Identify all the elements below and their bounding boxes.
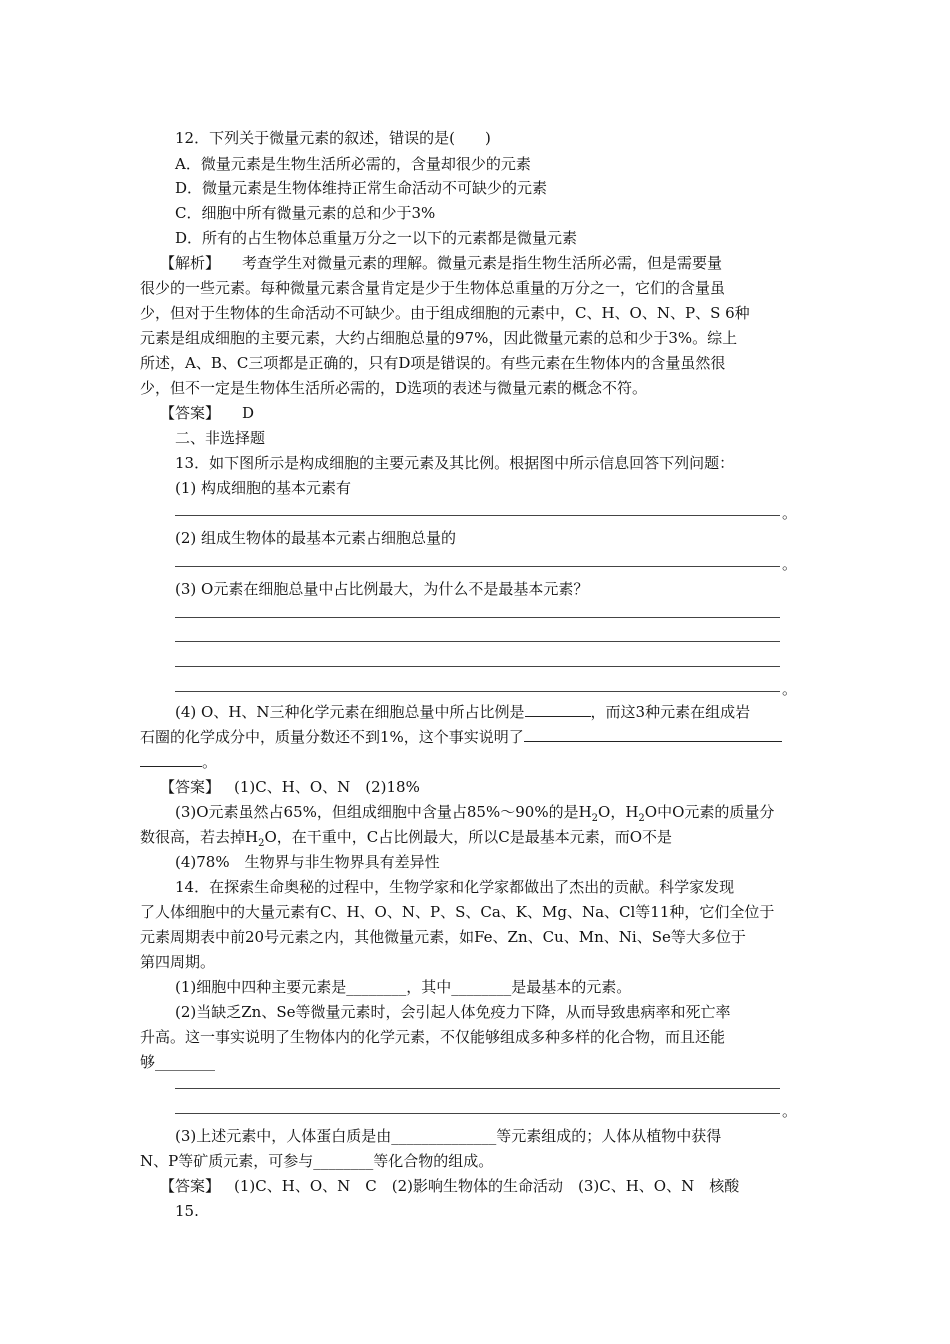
q12-option-d: D．所有的占生物体总重量万分之一以下的元素都是微量元素 (175, 229, 578, 247)
period: 。 (782, 555, 798, 573)
q12-analysis-line-2: 很少的一些元素。每种微量元素含量肯定是少于生物体总重量的万分之一，它们的含量虽 (140, 279, 726, 297)
q14-sub1: (1)细胞中四种主要元素是________，其中________是最基本的元素。 (175, 978, 632, 996)
q13-answer-3e: O，在干重中，C占比例最大，所以C是最基本元素，而O不是 (264, 828, 673, 846)
subscript: 2 (591, 813, 599, 824)
q12-answer (160, 403, 254, 423)
q12-stem: 12．下列关于微量元素的叙述，错误的是( ) (175, 129, 491, 147)
blank (524, 727, 782, 742)
answer-value: D (242, 404, 255, 422)
subscript: 2 (638, 813, 645, 824)
period: 。 (202, 753, 218, 771)
q14-answer (160, 1176, 739, 1196)
section-heading: 二、非选择题 (175, 429, 266, 447)
analysis-text: 考查学生对微量元素的理解。微量元素是指生物生活所必需，但是需要量 (242, 254, 723, 272)
answer-line (175, 617, 780, 618)
q14-sub2-line-3: 够________ (140, 1053, 216, 1071)
q12-option-a: A．微量元素是生物生活所必需的，含量却很少的元素 (175, 155, 531, 173)
q13-sub4-line-3 (140, 752, 217, 772)
q14-sub3-line-1: (3)上述元素中，人体蛋白质是由______________等元素组成的；人体从植物中获得 (175, 1127, 722, 1145)
q13-stem: 13．如下图所示是构成细胞的主要元素及其比例。根据图中所示信息回答下列问题： (175, 454, 735, 472)
q14-sub2-line-2: 升高。这一事实说明了生物体内的化学元素，不仅能够组成多种多样的化合物，而且还能 (140, 1028, 726, 1046)
q13-answer-line-4: (4)78% 生物界与非生物界具有差异性 (175, 853, 440, 871)
period: 。 (782, 1102, 798, 1120)
answer-tag: 【答案】 (160, 1177, 221, 1195)
q14-sub2-line-1: (2)当缺乏Zn、Se等微量元素时，会引起人体免疫力下降，从而导致患病率和死亡率 (175, 1003, 731, 1021)
answer-line (175, 691, 780, 692)
q14-stem-line-1: 14．在探索生命奥秘的过程中，生物学家和化学家都做出了杰出的贡献。科学家发现 (175, 878, 735, 896)
q13-answer-3d: 数很高，若去掉H (140, 828, 259, 846)
q12-analysis-line-1 (160, 253, 722, 273)
q12-option-c: C．细胞中所有微量元素的总和少于3% (175, 204, 436, 222)
q13-answer-line-1 (160, 777, 420, 797)
q13-sub3: (3) O元素在细胞总量中占比例最大，为什么不是最基本元素？ (175, 580, 589, 598)
q12-analysis-line-5: 所述，A、B、C三项都是正确的，只有D项是错误的。有些元素在生物体内的含量虽然很 (140, 354, 726, 372)
answer-line (175, 566, 780, 567)
period: 。 (782, 680, 798, 698)
q12-analysis-line-4: 元素是组成细胞的主要元素，大约占细胞总量的97%，因此微量元素的总和少于3%。综上 (140, 329, 738, 347)
q13-answer-3a: (3)O元素虽然占65%，但组成细胞中含量占85%～90%的是H (175, 803, 592, 821)
q13-answer-1: (1)C、H、O、N (2)18% (234, 778, 420, 796)
answer-tag: 【答案】 (160, 404, 221, 422)
answer-line (175, 515, 780, 516)
q14-sub3-line-2: N、P等矿质元素，可参与________等化合物的组成。 (140, 1152, 494, 1170)
q14-stem-line-4: 第四周期。 (140, 953, 216, 971)
answer-line (175, 641, 780, 642)
q14-answer-text: (1)C、H、O、N C (2)影响生物体的生命活动 (3)C、H、O、N 核酸 (234, 1177, 740, 1195)
q13-sub4-text-b: ，而这3种元素在组成岩 (590, 703, 751, 721)
q12-analysis-line-6: 少，但不一定是生物体生活所必需的，D选项的表述与微量元素的概念不符。 (140, 379, 648, 397)
q14-stem-line-3: 元素周期表中前20号元素之内，其他微量元素，如Fe、Zn、Cu、Mn、Ni、Se等大多位于 (140, 928, 746, 946)
q13-sub1: (1) 构成细胞的基本元素有 (175, 479, 352, 497)
answer-line (175, 1113, 780, 1114)
q12-analysis-line-3: 少，但对于生物体的生命活动不可缺少。由于组成细胞的元素中，C、H、O、N、P、S 6种 (140, 304, 750, 322)
period: 。 (782, 504, 798, 522)
q13-answer-3b: O，H (598, 803, 639, 821)
q13-answer-3c: O中O元素的质量分 (644, 803, 775, 821)
q15-number: 15. (175, 1202, 199, 1220)
q13-answer-line-2 (175, 802, 774, 829)
q13-answer-line-3 (140, 827, 672, 854)
answer-line (175, 1088, 780, 1089)
q13-sub4-line-1 (175, 702, 750, 722)
q14-stem-line-2: 了人体细胞中的大量元素有C、H、O、N、P、S、Ca、K、Mg、Na、Cl等11种，它们全位于 (140, 903, 775, 921)
answer-line (175, 666, 780, 667)
analysis-tag: 【解析】 (160, 254, 221, 272)
q13-sub4-text-a: (4) O、H、N三种化学元素在细胞总量中所占比例是 (175, 703, 525, 721)
q13-sub4-line-2 (140, 727, 782, 747)
blank (140, 752, 202, 767)
blank (525, 702, 591, 717)
subscript: 2 (258, 838, 265, 849)
q12-option-b: D．微量元素是生物体维持正常生命活动不可缺少的元素 (175, 179, 548, 197)
q13-sub2: (2) 组成生物体的最基本元素占细胞总量的 (175, 529, 457, 547)
answer-tag: 【答案】 (160, 778, 221, 796)
q13-sub4-text-c: 石圈的化学成分中，质量分数还不到1%，这个事实说明了 (140, 728, 524, 746)
